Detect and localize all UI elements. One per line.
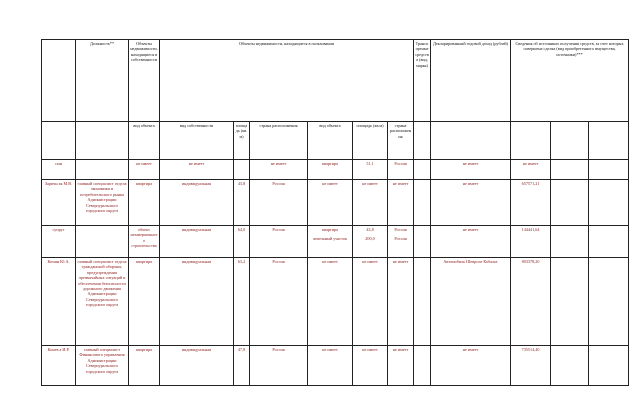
cell-used-area: 43,8 200,0 — [353, 226, 388, 258]
table-row — [42, 226, 629, 258]
subheader-empty — [42, 122, 76, 160]
cell-empty — [414, 258, 431, 346]
cell-position — [76, 160, 129, 180]
cell-ownership: индивидуальная — [160, 226, 234, 258]
cell-name: Конев а И.Р. — [42, 346, 76, 386]
subheader-used-country: страна расположения — [388, 122, 414, 160]
subheader-empty — [76, 122, 129, 160]
cell-transport: не имеет — [431, 346, 511, 386]
subheader-empty — [589, 122, 629, 160]
cell-ownership: не имеет — [160, 160, 234, 180]
cell-name: Заричн ая М.В. — [42, 180, 76, 226]
cell-empty — [551, 180, 589, 226]
cell-object-type: не имеет — [129, 160, 160, 180]
declaration-table — [41, 39, 629, 386]
header-sources: Сведения об источниках получения средств, за счет которых совершена сделка (вид приобретенного имущества, источники)*** — [511, 40, 629, 122]
cell-position: главный специалист отдела гражданской обороны, предупреждения чрезвычайных ситуаций и обеспечения безопасности дорожного движения Администрации Североуральского городского округа — [76, 258, 129, 346]
header-transport: Транспортные средства (вид, марка) — [414, 40, 431, 122]
cell-empty — [589, 346, 629, 386]
table-row — [42, 346, 629, 386]
cell-empty — [551, 160, 589, 180]
cell-income: 803378,20 — [511, 258, 551, 346]
header-row — [42, 40, 629, 122]
cell-used-area: не имеет — [353, 180, 388, 226]
cell-income: 657571,21 — [511, 180, 551, 226]
subheader-ownership-type: вид собственности — [160, 122, 234, 160]
cell-area — [234, 160, 250, 180]
cell-used-country: не имеет — [388, 258, 414, 346]
cell-position: главный специалист отдела экономики и потребительского рынка Администрации Североуральского городского округа — [76, 180, 129, 226]
cell-used-area: не имеет — [353, 258, 388, 346]
cell-empty — [589, 160, 629, 180]
cell-name: сын — [42, 160, 76, 180]
cell-transport: не имеет — [431, 180, 511, 226]
cell-country: Россия — [250, 258, 308, 346]
cell-income: не имеет — [511, 160, 551, 180]
cell-area: 43,8 — [234, 180, 250, 226]
subheader-object-type: вид объекта — [129, 122, 160, 160]
cell-used-type: квартира земельный участок — [308, 226, 353, 258]
cell-empty — [414, 346, 431, 386]
cell-ownership: индивидуальная — [160, 346, 234, 386]
subheader-used-area: площадь (кв.м) — [353, 122, 388, 160]
header-name-cell — [42, 40, 76, 122]
cell-empty — [551, 258, 589, 346]
cell-used-area: не имеет — [353, 346, 388, 386]
cell-country: Россия — [250, 180, 308, 226]
cell-empty — [414, 180, 431, 226]
cell-empty — [589, 180, 629, 226]
table-row — [42, 180, 629, 226]
subheader-empty — [431, 122, 511, 160]
cell-income: 144441,64 — [511, 226, 551, 258]
cell-ownership: индивидуальная — [160, 258, 234, 346]
cell-area: 64,0 — [234, 226, 250, 258]
cell-used-area: 51,1 — [353, 160, 388, 180]
subheader-area: площадь (кв. м) — [234, 122, 250, 160]
cell-country: Россия — [250, 226, 308, 258]
subheader-row — [42, 122, 629, 160]
cell-name: Кичин Ю.А. — [42, 258, 76, 346]
cell-used-country: не имеет — [388, 346, 414, 386]
cell-object-type: квартира — [129, 258, 160, 346]
cell-used-country: Россия — [388, 160, 414, 180]
table-row — [42, 258, 629, 346]
cell-used-type: не имеет — [308, 258, 353, 346]
cell-used-country: не имеет — [388, 180, 414, 226]
subheader-country: страна расположения — [250, 122, 308, 160]
cell-used-country: Россия Россия — [388, 226, 414, 258]
cell-income: 735514,40 — [511, 346, 551, 386]
subheader-empty — [551, 122, 589, 160]
cell-area: 63,2 — [234, 258, 250, 346]
header-position: Должность** — [76, 40, 129, 122]
cell-position — [76, 226, 129, 258]
cell-empty — [589, 258, 629, 346]
cell-transport: не имеет — [431, 160, 511, 180]
cell-empty — [414, 226, 431, 258]
cell-country: не имеет — [250, 160, 308, 180]
cell-empty — [589, 226, 629, 258]
cell-object-type: квартира — [129, 346, 160, 386]
header-used: Объекты недвижимости, находящиеся в пользовании — [160, 40, 414, 122]
cell-object-type: объект незавершенного строительства — [129, 226, 160, 258]
cell-name: супруг — [42, 226, 76, 258]
cell-used-type: квартира — [308, 160, 353, 180]
cell-transport: Автомобиль Шевроле Кобальт — [431, 258, 511, 346]
cell-empty — [551, 226, 589, 258]
cell-position: главный специалист Финансового управления Администрации Североуральского городского округа — [76, 346, 129, 386]
cell-used-type: не имеет — [308, 180, 353, 226]
subheader-empty — [511, 122, 551, 160]
cell-transport: не имеет — [431, 226, 511, 258]
subheader-empty — [414, 122, 431, 160]
cell-area: 47,8 — [234, 346, 250, 386]
cell-country: Россия — [250, 346, 308, 386]
header-owned-short: Объекты недвижимости, находящиеся в собственности — [129, 40, 160, 122]
subheader-used-object-type: вид объекта — [308, 122, 353, 160]
cell-ownership: индивидуальная — [160, 180, 234, 226]
cell-empty — [551, 346, 589, 386]
cell-empty — [414, 160, 431, 180]
table-row — [42, 160, 629, 180]
header-income: Декларированный годовой доход (рублей) — [431, 40, 511, 122]
cell-used-type: не имеет — [308, 346, 353, 386]
cell-object-type: квартира — [129, 180, 160, 226]
